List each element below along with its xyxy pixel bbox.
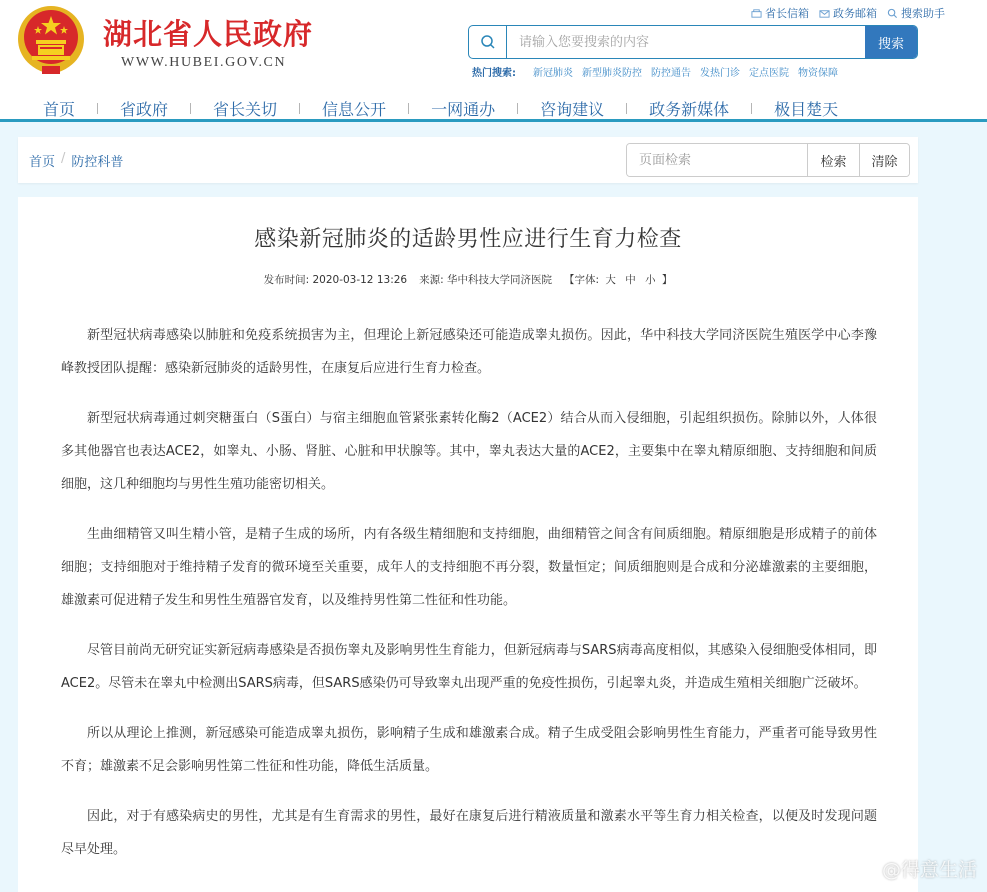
site-title[interactable]: 湖北省人民政府 (103, 17, 314, 51)
article-paragraph: 新型冠状病毒感染以肺脏和免疫系统损害为主，但理论上新冠感染还可能造成睾丸损伤。因此，华中科技大学同济医院生殖医学中心李豫峰教授团队提醒：感染新冠肺炎的适龄男性，在康复后应进行生育力检查。 (61, 328, 877, 376)
envelope-icon (819, 8, 830, 19)
site-search-button[interactable]: 搜索 (865, 26, 917, 58)
breadcrumb-separator: / (61, 151, 66, 166)
font-size-small[interactable]: 小 (645, 274, 656, 286)
article-title: 感染新冠肺炎的适龄男性应进行生育力检查 (254, 227, 682, 252)
article-paragraph: 生曲细精管又叫生精小管，是精子生成的场所，内有各级生精细胞和支持细胞，曲细精管之间含有间质细胞。精原细胞是形成精子的前体细胞；支持细胞对于维持精子发育的微环境至关重要，成年人的支持细胞不再分裂，数量恒定；间质细胞则是合成和分泌雄激素的主要细胞，雄激素可促进精子发生和男性生殖器官发育，以及维持男性第二性征和性功能。 (61, 527, 877, 608)
site-search-box (468, 25, 918, 59)
source-label: 来源: (419, 274, 444, 286)
gov-email-label: 政务邮箱 (833, 7, 877, 20)
mailbox-icon (751, 8, 762, 19)
publish-time: 2020-03-12 13:26 (312, 274, 408, 286)
article-meta (18, 272, 918, 287)
weibo-watermark (852, 855, 977, 882)
font-size-medium[interactable]: 中 (625, 274, 636, 286)
breadcrumb-current[interactable]: 防控科普 (71, 155, 124, 170)
top-links (751, 5, 945, 21)
nav-divider (97, 103, 98, 114)
article-paragraph: 因此，对于有感染病史的男性，尤其是有生育需求的男性，最好在康复后进行精液质量和激素水平等生育力相关检查，以便及时发现问题尽早处理。 (61, 809, 877, 857)
site-url: WWW.HUBEI.GOV.CN (121, 55, 287, 70)
breadcrumb (29, 151, 123, 170)
search-icon (887, 8, 898, 19)
hot-search-label: 热门搜索: (472, 68, 516, 79)
nav-item-one-stop-service[interactable]: 一网通办 (431, 99, 496, 119)
font-size-label: 【字体: (563, 274, 600, 286)
main-nav (0, 94, 987, 122)
breadcrumb-home[interactable]: 首页 (29, 155, 56, 170)
hot-search-item[interactable]: 新型肺炎防控 (582, 68, 642, 79)
hot-search-item[interactable]: 防控通告 (651, 68, 691, 79)
page-search-button[interactable]: 检索 (807, 144, 859, 176)
site-search-input[interactable] (507, 26, 865, 58)
page-clear-button[interactable]: 清除 (859, 144, 909, 176)
nav-divider (517, 103, 518, 114)
nav-item-consult-suggest[interactable]: 咨询建议 (540, 99, 605, 119)
nav-divider (190, 103, 191, 114)
watermark-text: @得意生活 (881, 859, 977, 881)
article-body (61, 319, 877, 883)
article-paragraph: 尽管目前尚无研究证实新冠病毒感染是否损伤睾丸及影响男性生育能力，但新冠病毒与SARS病毒高度相似，其感染入侵细胞受体相同，即ACE2。尽管未在睾丸中检测出SARS病毒，但SARS感染仍可导致睾丸出现严重的免疫性损伤，引起睾丸炎，并造成生殖相关细胞广泛破坏。 (61, 643, 877, 691)
governor-mailbox-label: 省长信箱 (765, 7, 809, 20)
search-icon-container (469, 26, 507, 58)
nav-item-provincial-gov[interactable]: 省政府 (120, 99, 169, 119)
hot-search-item[interactable]: 新冠肺炎 (533, 68, 573, 79)
nav-item-info-disclosure[interactable]: 信息公开 (322, 99, 387, 119)
hot-search (472, 64, 838, 79)
nav-item-home[interactable]: 首页 (43, 99, 76, 119)
hot-search-item[interactable]: 发热门诊 (700, 68, 740, 79)
nav-item-jimu-chutian[interactable]: 极目楚天 (774, 99, 839, 119)
font-size-large[interactable]: 大 (605, 274, 616, 286)
weibo-icon (852, 858, 878, 880)
nav-divider (408, 103, 409, 114)
font-size-label-close: 】 (661, 274, 673, 286)
hot-search-item[interactable]: 定点医院 (749, 68, 789, 79)
nav-divider (299, 103, 300, 114)
national-emblem-icon[interactable] (16, 4, 86, 78)
site-header (0, 0, 987, 122)
hot-search-item[interactable]: 物资保障 (798, 68, 838, 79)
nav-item-governor-concerns[interactable]: 省长关切 (213, 99, 278, 119)
search-assistant-link[interactable] (887, 5, 945, 21)
nav-item-gov-new-media[interactable]: 政务新媒体 (649, 99, 730, 119)
gov-email-link[interactable] (819, 5, 877, 21)
article (18, 197, 918, 892)
governor-mailbox-link[interactable] (751, 5, 809, 21)
publish-time-label: 发布时间: (263, 274, 310, 286)
nav-divider (626, 103, 627, 114)
search-icon (480, 34, 496, 50)
nav-divider (751, 103, 752, 114)
page-search (626, 143, 910, 177)
source: 华中科技大学同济医院 (446, 274, 552, 286)
page-search-input[interactable] (627, 144, 807, 176)
breadcrumb-bar (18, 137, 918, 183)
article-paragraph: 所以从理论上推测，新冠感染可能造成睾丸损伤，影响精子生成和雄激素合成。精子生成受阻会影响男性生育能力，严重者可能导致男性不育；雄激素不足会影响男性第二性征和性功能，降低生活质量。 (61, 726, 877, 774)
article-paragraph: 新型冠状病毒通过刺突糖蛋白（S蛋白）与宿主细胞血管紧张素转化酶2（ACE2）结合从而入侵细胞，引起组织损伤。除肺以外，人体很多其他器官也表达ACE2，如睾丸、小肠、肾脏、心脏和甲状腺等。其中，睾丸表达大量的ACE2，主要集中在睾丸精原细胞、支持细胞和间质细胞，这几种细胞均与男性生殖功能密切相关。 (61, 411, 877, 492)
search-assistant-label: 搜索助手 (901, 7, 945, 20)
